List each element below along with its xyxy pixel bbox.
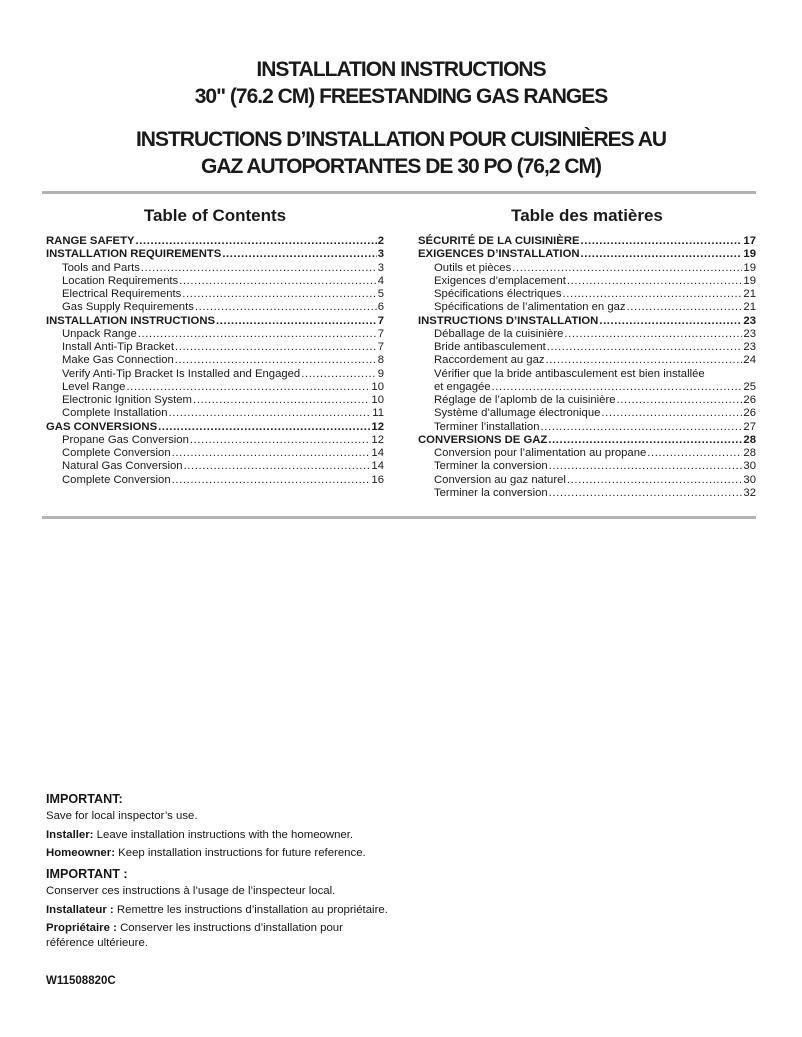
toc-entry-page: 12 (371, 420, 384, 433)
toc-entry (418, 328, 756, 341)
toc-leader-dots (169, 407, 372, 420)
toc-entry (46, 447, 384, 460)
toc-entry-label: et engagée (434, 380, 491, 393)
toc-entry-label: Conversion pour l’alimentation au propane (434, 447, 647, 459)
toc-entry (418, 248, 756, 261)
note-save-line-en: Save for local inspector’s use. (46, 810, 198, 822)
toc-entry-label: Gas Supply Requirements (62, 301, 194, 314)
toc-entry-page: 7 (377, 327, 384, 340)
toc-entry-page: 2 (377, 235, 384, 247)
important-note-english (46, 792, 516, 865)
note-homeowner-label-en: Homeowner: (46, 847, 115, 859)
toc-entry-label: Natural Gas Conversion (62, 460, 183, 473)
toc-entry (418, 447, 756, 460)
toc-entry-label: Raccordement au gaz (434, 354, 545, 367)
toc-leader-dots (141, 262, 377, 275)
note-installer-label-en: Installer: (46, 828, 94, 841)
toc-entry-label: Réglage de l’aplomb de la cuisinière (434, 394, 616, 406)
toc-leader-dots (562, 288, 742, 301)
toc-entry (418, 235, 756, 248)
toc-leader-dots (627, 301, 743, 314)
toc-leader-dots (549, 460, 743, 473)
toc-entry-page: 25 (743, 380, 756, 393)
toc-leader-dots (548, 434, 742, 447)
toc-entry-page: 30 (743, 460, 756, 473)
toc-entry-label: Unpack Range (62, 327, 137, 340)
toc-leader-dots (546, 354, 743, 367)
important-note-french (46, 867, 516, 955)
toc-leader-dots (567, 275, 743, 288)
toc-entry (418, 434, 756, 447)
toc-leader-dots (599, 315, 742, 328)
toc-entry (418, 341, 756, 354)
toc-entry-label: RANGE SAFETY (46, 235, 135, 247)
toc-entry (418, 381, 756, 394)
toc-leader-dots (222, 248, 376, 261)
toc-entry-page: 21 (743, 288, 756, 300)
toc-entry (418, 407, 756, 420)
toc-entry-page: 11 (372, 407, 384, 420)
toc-entry-page: 19 (743, 261, 756, 274)
toc-entry-label: SÉCURITÉ DE LA CUISINIÈRE (418, 235, 580, 247)
toc-entry (46, 315, 384, 328)
toc-entry-label: INSTALLATION INSTRUCTIONS (46, 314, 216, 327)
toc-entry-label: Propane Gas Conversion (62, 433, 189, 446)
toc-entry-label: EXIGENCES D’INSTALLATION (418, 248, 580, 261)
divider-top (42, 191, 756, 194)
toc-entry-page: 4 (377, 274, 384, 287)
toc-entry (46, 460, 384, 473)
toc-entry-page: 23 (743, 341, 756, 353)
toc-entry (418, 315, 756, 328)
toc-english (46, 206, 384, 500)
title-english (0, 56, 802, 110)
toc-leader-dots (512, 262, 742, 275)
toc-entry-label: Déballage de la cuisinière (434, 327, 564, 340)
note-owner-line-fr (46, 921, 516, 951)
document-part-number: W11508820C (46, 975, 116, 987)
toc-entries-fr (418, 235, 756, 500)
toc-entry-page: 26 (743, 407, 756, 420)
title-fr-line1: INSTRUCTIONS D’INSTALLATION POUR CUISINIÈRES AU (135, 128, 667, 151)
toc-entry-label: Terminer la conversion (434, 486, 548, 499)
toc-entry-label: Tools and Parts (62, 261, 140, 274)
toc-entry (418, 288, 756, 301)
toc-leader-dots (492, 381, 743, 394)
toc-entry (46, 288, 384, 301)
toc-entry-page: 23 (743, 327, 756, 340)
toc-leader-dots (138, 328, 377, 341)
note-owner-text-fr-line1: Conserver les instructions d’installation pour (116, 922, 343, 934)
toc-leader-dots (601, 407, 742, 420)
toc-entry-page: 26 (743, 394, 756, 406)
toc-entry-page: 17 (743, 235, 756, 247)
note-heading-fr: IMPORTANT : (46, 867, 128, 881)
toc-entry (418, 487, 756, 500)
toc-entry-label: Complete Conversion (62, 473, 171, 486)
toc-entry-page: 8 (377, 354, 384, 367)
note-heading-en: IMPORTANT: (46, 792, 123, 806)
note-save-line-fr: Conserver ces instructions à l’usage de l’inspecteur local. (46, 885, 336, 897)
toc-entry (418, 460, 756, 473)
toc-entry (46, 368, 384, 381)
toc-leader-dots (182, 288, 376, 301)
toc-entry-page: 32 (743, 486, 756, 499)
toc-entry-label: CONVERSIONS DE GAZ (418, 433, 548, 446)
toc-entry (46, 275, 384, 288)
title-en-line2: 30" (76.2 CM) FREESTANDING GAS RANGES (194, 85, 608, 108)
divider-bottom (42, 516, 756, 519)
toc-leader-dots (567, 474, 743, 487)
toc-entry-label: Terminer la conversion (434, 460, 548, 473)
toc-entry (418, 421, 756, 434)
note-owner-text-fr-line2: référence ultérieure. (46, 937, 148, 949)
toc-entry (46, 301, 384, 314)
toc-leader-dots (547, 341, 743, 354)
toc-entry-label: Spécifications électriques (434, 288, 562, 300)
toc-leader-dots (617, 394, 743, 407)
toc-leader-dots (193, 394, 370, 407)
toc-entry-label: Complete Installation (62, 407, 168, 420)
toc-entry-page: 6 (377, 301, 384, 314)
toc-entry (46, 407, 384, 420)
toc-entry-page: 14 (371, 447, 384, 459)
toc-leader-dots (190, 434, 371, 447)
toc-entry-label: Bride antibasculement (434, 341, 546, 353)
toc-entry (418, 474, 756, 487)
toc-entry-page: 19 (743, 274, 756, 287)
note-owner-label-fr: Propriétaire : (46, 922, 117, 934)
toc-entry-label: Verify Anti-Tip Bracket Is Installed and Engaged (62, 367, 301, 380)
toc-leader-dots (158, 421, 370, 434)
toc-entry-label: Level Range (62, 380, 126, 393)
toc-leader-dots (172, 447, 371, 460)
note-installer-text-en: Leave installation instructions with the homeowner. (93, 828, 354, 841)
toc-entry-label: Electronic Ignition System (62, 394, 192, 406)
toc-entry-page: 7 (377, 341, 384, 353)
toc-leader-dots (136, 235, 377, 248)
toc-entry (46, 341, 384, 354)
toc-entry-page: 10 (371, 380, 384, 393)
toc-entry-label: Location Requirements (62, 274, 179, 287)
note-installer-line-fr (46, 903, 516, 918)
toc-leader-dots (195, 301, 377, 314)
toc-entry-label: Make Gas Connection (62, 354, 174, 367)
toc-leader-dots (564, 328, 742, 341)
toc-entry-page: 9 (377, 367, 384, 380)
toc-entry-page: 12 (371, 433, 384, 446)
toc-entry-label: Terminer l’installation (434, 420, 540, 433)
toc-entry (46, 354, 384, 367)
toc-entry-label: Spécifications de l’alimentation en gaz (434, 301, 626, 314)
toc-entry-label: Electrical Requirements (62, 288, 182, 300)
title-fr-line2: GAZ AUTOPORTANTES DE 30 PO (76,2 CM) (200, 155, 601, 178)
toc-leader-dots (581, 248, 743, 261)
toc-entry (46, 421, 384, 434)
toc-leader-dots (540, 421, 742, 434)
toc-entry (418, 354, 756, 367)
toc-entry-page: 3 (377, 261, 384, 274)
toc-leader-dots (184, 460, 371, 473)
toc-entry-label: INSTALLATION REQUIREMENTS (46, 248, 222, 261)
document-header (0, 0, 802, 180)
toc-entry (46, 262, 384, 275)
title-french (0, 126, 802, 180)
toc-leader-dots (581, 235, 743, 248)
toc-entry-page: 10 (371, 394, 384, 406)
note-installer-label-fr: Installateur : (46, 903, 114, 916)
toc-entry (418, 394, 756, 407)
toc-entry-label: Complete Conversion (62, 447, 171, 459)
toc-leader-dots (549, 487, 743, 500)
toc-entry-label: Conversion au gaz naturel (434, 473, 566, 486)
toc-entry (46, 474, 384, 487)
toc-title-en: Table of Contents (143, 206, 287, 225)
toc-entry-page: 27 (743, 420, 756, 433)
toc-entry (46, 394, 384, 407)
toc-leader-dots (175, 341, 377, 354)
toc-entry-page: 3 (377, 248, 384, 261)
toc-entry (418, 301, 756, 314)
toc-entry-label: Vérifier que la bride antibasculement est bien installée (434, 367, 705, 380)
toc-entry-label: Outils et pièces (434, 261, 512, 274)
note-homeowner-text-en: Keep installation instructions for future reference. (114, 847, 366, 859)
toc-leader-dots (126, 381, 370, 394)
toc-entry-label: Install Anti-Tip Bracket (62, 341, 174, 353)
toc-entry (46, 381, 384, 394)
toc-entry-page: 24 (743, 354, 756, 367)
toc-entries-en (46, 235, 384, 487)
toc-entry-page: 14 (371, 460, 384, 473)
toc-entry-page: 16 (371, 473, 384, 486)
toc-entry (46, 434, 384, 447)
toc-entry-page: 21 (743, 301, 756, 314)
toc-leader-dots (301, 368, 376, 381)
toc-entry-label: Système d’allumage électronique (434, 407, 601, 420)
toc-entry-page: 7 (377, 314, 384, 327)
toc-entry-page: 28 (743, 433, 756, 446)
toc-leader-dots (175, 354, 377, 367)
toc-entry (46, 328, 384, 341)
note-homeowner-line-en (46, 846, 516, 861)
note-installer-line-en (46, 828, 516, 843)
toc-leader-dots (179, 275, 377, 288)
toc-entry-label: GAS CONVERSIONS (46, 420, 158, 433)
toc-french (418, 206, 756, 500)
toc-leader-dots (647, 447, 742, 460)
toc-entry-page: 23 (743, 314, 756, 327)
toc-entry (46, 235, 384, 248)
toc-entry-page: 19 (743, 248, 756, 261)
toc-entry (418, 275, 756, 288)
toc-entry-page: 28 (743, 447, 756, 459)
toc-entry (418, 262, 756, 275)
toc-entry-label: INSTRUCTIONS D’INSTALLATION (418, 314, 599, 327)
toc-entry (418, 368, 756, 381)
toc-title-fr: Table des matières (511, 206, 663, 225)
note-installer-text-fr: Remettre les instructions d’installation au propriétaire. (113, 903, 388, 916)
toc-leader-dots (216, 315, 377, 328)
toc-leader-dots (172, 474, 371, 487)
table-of-contents-section (46, 206, 756, 500)
toc-entry-page: 5 (377, 288, 384, 300)
toc-entry-page: 30 (743, 473, 756, 486)
toc-entry (46, 248, 384, 261)
toc-entry-label: Exigences d’emplacement (434, 274, 566, 287)
title-en-line1: INSTALLATION INSTRUCTIONS (256, 58, 546, 81)
